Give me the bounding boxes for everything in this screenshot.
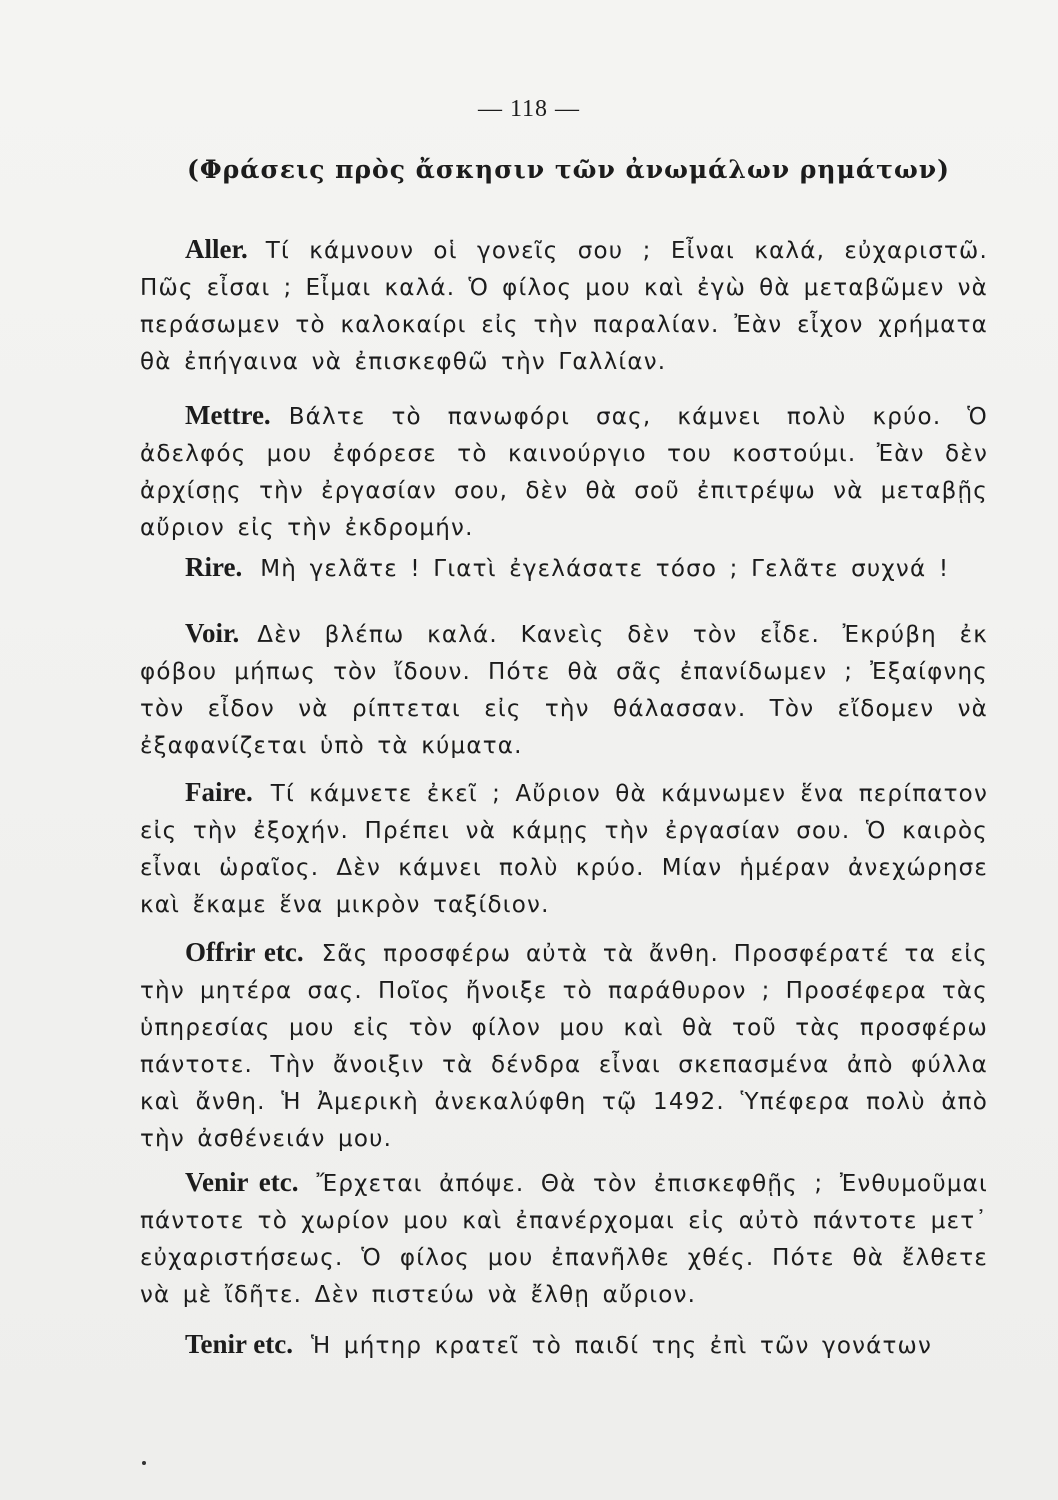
exercise-paragraph-venir: [140, 1165, 988, 1313]
page-number: — 118 —: [477, 96, 581, 122]
exercise-text: Ἡ μήτηρ κρατεῖ τὸ παιδί της ἐπὶ τῶν γονάτων: [311, 1333, 933, 1359]
exercise-paragraph-aller: [140, 232, 988, 380]
verb-label: Voir.: [185, 618, 240, 648]
exercise-paragraph-rire: [140, 550, 988, 587]
exercise-paragraph-voir: [140, 616, 988, 764]
verb-label: Rire.: [185, 552, 243, 582]
exercise-text: Σᾶς προσφέρω αὐτὰ τὰ ἄνθη. Προσφέρατέ τα εἰς τὴν μητέρα σας. Ποῖος ἤνοιξε τὸ παράθυρον ; Προσέφερα τὰς ὑπηρεσίας μου εἰς τὸν φίλον μου καὶ θὰ τοῦ τὰς προσφέρω πάντοτε. Τὴν ἄνοιξιν τὰ δένδρα εἶναι σκεπασμένα ἀπὸ φύλλα καὶ ἄνθη. Ἡ Ἀμερικὴ ἀνεκαλύφθη τῷ 1492. Ὑπέφερα πολὺ ἀπὸ τὴν ἀσθένειάν μου.: [140, 941, 988, 1152]
exercise-paragraph-faire: [140, 775, 988, 923]
exercise-text: Τί κάμνουν οἱ γονεῖς σου ; Εἶναι καλά, εὐχαριστῶ. Πῶς εἶσαι ; Εἶμαι καλά. Ὁ φίλος μου καὶ ἐγὼ θὰ μεταβῶμεν νὰ περάσωμεν τὸ καλοκαίρι εἰς τὴν παραλίαν. Ἐὰν εἶχον χρήματα θὰ ἐπήγαινα νὰ ἐπισκεφθῶ τὴν Γαλλίαν.: [140, 238, 988, 375]
verb-label: Venir etc.: [185, 1167, 299, 1197]
exercise-text: Τί κάμνετε ἐκεῖ ; Αὔριον θὰ κάμνωμεν ἕνα περίπατον εἰς τὴν ἐξοχήν. Πρέπει νὰ κάμῃς τὴν ἐργασίαν σου. Ὁ καιρὸς εἶναι ὡραῖος. Δὲν κάμνει πολὺ κρύο. Μίαν ἡμέραν ἀνεχώρησε καὶ ἔκαμε ἕνα μικρὸν ταξίδιον.: [140, 781, 988, 918]
exercise-text: Ἔρχεται ἀπόψε. Θὰ τὸν ἐπισκεφθῇς ; Ἐνθυμοῦμαι πάντοτε τὸ χωρίον μου καὶ ἐπανέρχομαι εἰς αὐτὸ πάντοτε μετ᾽ εὐχαριστήσεως. Ὁ φίλος μου ἐπανῆλθε χθές. Πότε θὰ ἔλθετε νὰ μὲ ἴδῆτε. Δὲν πιστεύω νὰ ἔλθῃ αὔριον.: [140, 1171, 989, 1308]
exercise-text: Μὴ γελᾶτε ! Γιατὶ ἐγελάσατε τόσο ; Γελᾶτε συχνά !: [260, 556, 950, 582]
verb-label: Faire.: [185, 777, 253, 807]
verb-label: Tenir etc.: [185, 1329, 293, 1359]
verb-label: Aller.: [185, 234, 248, 264]
exercise-text: Βάλτε τὸ πανωφόρι σας, κάμνει πολὺ κρύο. Ὁ ἀδελφός μου ἐφόρεσε τὸ καινούργιο του κοστούμι. Ἐὰν δὲν ἀρχίσῃς τὴν ἐργασίαν σου, δὲν θὰ σοῦ ἐπιτρέψω νὰ μεταβῇς αὔριον εἰς τὴν ἐκδρομήν.: [140, 404, 988, 541]
exercise-paragraph-offrir: [140, 935, 988, 1157]
exercise-text: Δὲν βλέπω καλά. Κανεὶς δὲν τὸν εἶδε. Ἐκρύβη ἐκ φόβου μήπως τὸν ἴδουν. Πότε θὰ σᾶς ἐπανίδωμεν ; Ἐξαίφνης τὸν εἶδον νὰ ρίπτεται εἰς τὴν θάλασσαν. Τὸν εἴδομεν νὰ ἐξαφανίζεται ὑπὸ τὰ κύματα.: [140, 622, 988, 759]
exercise-paragraph-mettre: [140, 398, 988, 546]
ink-speck: [142, 1461, 146, 1465]
exercise-paragraph-tenir: [140, 1327, 988, 1364]
verb-label: Offrir etc.: [185, 937, 304, 967]
verb-label: Mettre.: [185, 400, 271, 430]
section-heading: (Φράσεις πρὸς ἄσκησιν τῶν ἀνωμάλων ρημάτων): [187, 155, 950, 184]
